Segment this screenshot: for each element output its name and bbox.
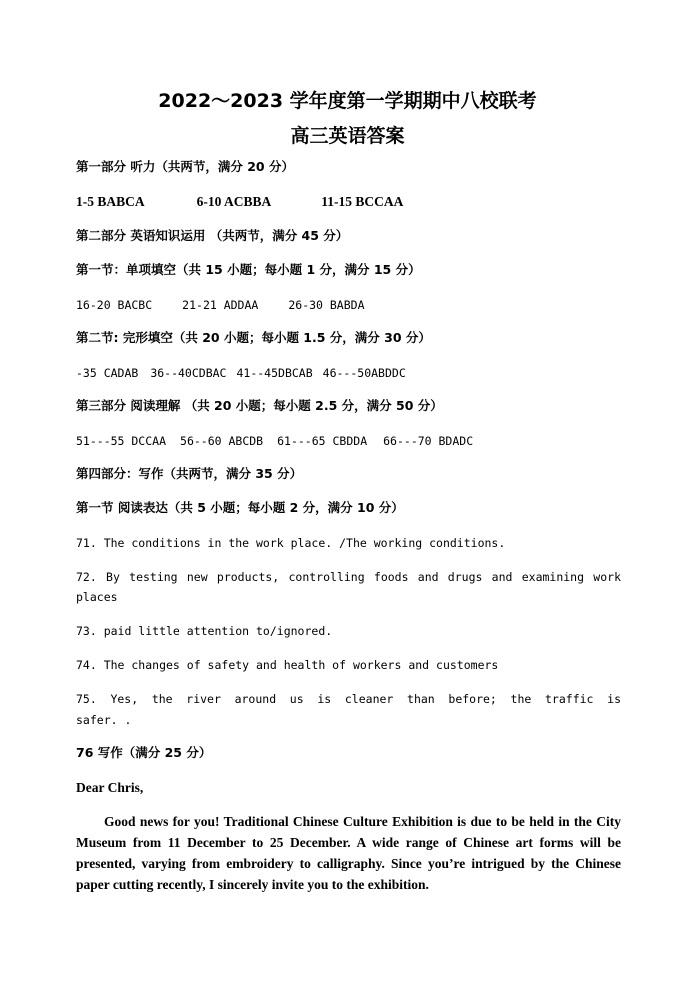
answer-group: 11-15 BCCAA [321,194,404,209]
part1-heading: 第一部分 听力（共两节，满分 20 分） [76,159,294,174]
answer-74: 74. The changes of safety and health of workers and customers [76,658,499,672]
writing-heading: 76 写作（满分 25 分） [76,745,212,760]
part3-answers [76,433,621,449]
answer-75-line1: 75. Yes, the river around us is cleaner than before; the traffic is [76,692,621,706]
letter-body-paragraph: Good news for you! Traditional Chinese Culture Exhibition is due to be held in the City Museum from 11 December to 25 December. A wide range of Chinese art forms will be presented, varying from embroidery to calligraphy. Since you’re intrigued by the Chinese paper cutting recently, I sincerely invite you to the exhibition. [76,814,621,892]
part1-answers [76,194,621,210]
part2-section1-heading: 第一节：单项填空（共 15 小题；每小题 1 分，满分 15 分） [76,262,421,277]
part2-section2-answers [76,365,621,381]
letter-salutation: Dear Chris, [76,780,144,795]
answer-group: 16-20 BACBC [76,298,153,312]
answer-group: 26-30 BABDA [288,298,365,312]
answer-group: 61---65 CBDDA [277,434,368,448]
part4-section1-heading: 第一节 阅读表达（共 5 小题；每小题 2 分，满分 10 分） [76,500,404,515]
page-title: 2022～2023 学年度第一学期期中八校联考 [158,90,537,112]
part2-heading: 第二部分 英语知识运用 （共两节，满分 45 分） [76,228,349,243]
page-subtitle: 高三英语答案 [290,125,405,147]
answer-71: 71. The conditions in the work place. /The working conditions. [76,536,506,550]
answer-group: 56--60 ABCDB [180,434,264,448]
answer-72-line1: 72. By testing new products, controlling foods and drugs and examining work [76,570,621,584]
part2-section2-heading: 第二节: 完形填空（共 20 小题；每小题 1.5 分，满分 30 分） [76,330,431,345]
answer-group: 66---70 BDADC [383,434,474,448]
answer-73: 73. paid little attention to/ignored. [76,624,333,638]
answer-group: 21-21 ADDAA [182,298,259,312]
answer-group: 36--40CDBAC [150,366,227,380]
answer-group: 51---55 DCCAA [76,434,167,448]
part3-heading: 第三部分 阅读理解 （共 20 小题；每小题 2.5 分，满分 50 分） [76,398,443,413]
answer-group: 1-5 BABCA [76,194,145,209]
answer-75-line2: safer. . [76,713,132,727]
answer-group: 6-10 ACBBA [196,194,272,209]
part2-section1-answers [76,297,621,313]
answer-group: 46---50ABDDC [322,366,406,380]
answer-72-line2: places [76,590,118,604]
answer-group: -35 CADAB [76,366,139,380]
answer-group: 41--45DBCAB [236,366,313,380]
part4-heading: 第四部分：写作（共两节，满分 35 分） [76,466,303,481]
